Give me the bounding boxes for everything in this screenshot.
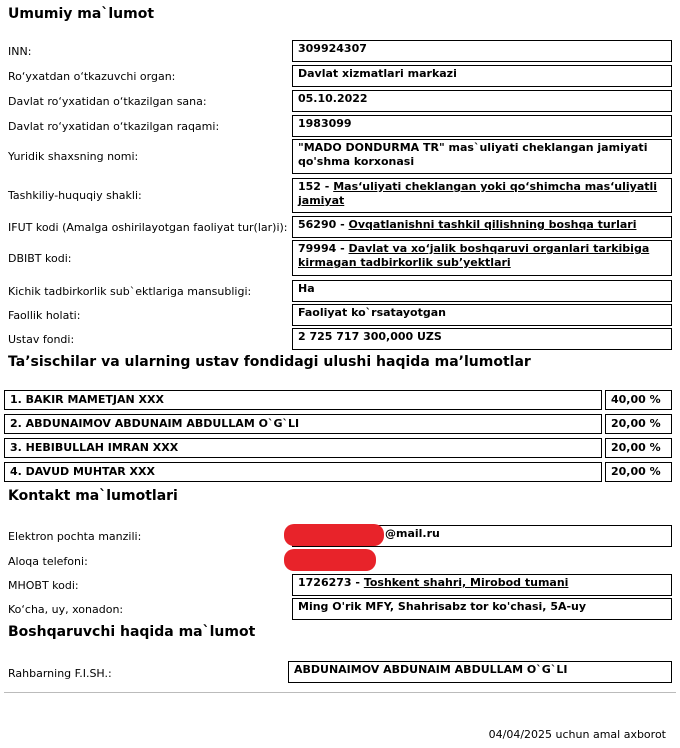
section-title-general: Umumiy ma`lumot <box>8 6 155 22</box>
founder-share: 20,00 % <box>605 414 672 434</box>
section-title-founders: Ta’sischilar va ularning ustav fondidagi ulushi haqida ma’lumotlar <box>8 354 531 370</box>
founder-share: 40,00 % <box>605 390 672 410</box>
label-director: Rahbarning F.I.SH.: <box>8 667 112 680</box>
label-address: Ko‘cha, uy, xonadon: <box>8 603 124 616</box>
value-registration-date: 05.10.2022 <box>292 90 672 112</box>
value-small-business: Ha <box>292 280 672 302</box>
value-dbibt-code: 79994 - Davlat va xo‘jalik boshqaruvi organlari tarkibiga kirmagan tadbirkorlik sub’yektlari <box>292 240 672 276</box>
value-email: @mail.ru <box>292 525 672 547</box>
label-registration-number: Davlat ro‘yxatidan o‘tkazilgan raqami: <box>8 120 220 133</box>
label-charter-fund: Ustav fondi: <box>8 333 75 346</box>
value-director: ABDUNAIMOV ABDUNAIM ABDULLAM O`G`LI <box>288 661 672 683</box>
value-legal-form: 152 - Mas‘uliyati cheklangan yoki qo‘shimcha mas‘uliyatli jamiyat <box>292 178 672 213</box>
divider <box>4 692 676 693</box>
legal-form-link[interactable]: Mas‘uliyati cheklangan yoki qo‘shimcha mas‘uliyatli jamiyat <box>298 180 658 207</box>
footer-date-note: 04/04/2025 uchun amal axborot <box>488 728 666 741</box>
mhobt-code: 1726273 <box>298 576 352 589</box>
value-inn: 309924307 <box>292 40 672 62</box>
label-legal-name: Yuridik shaxsning nomi: <box>8 150 139 163</box>
section-title-contact: Kontakt ma`lumotlari <box>8 488 178 504</box>
label-inn: INN: <box>8 45 32 58</box>
label-legal-form: Tashkiliy-huquqiy shakli: <box>8 189 142 202</box>
label-phone: Aloqa telefoni: <box>8 555 88 568</box>
ifut-link[interactable]: Ovqatlanishni tashkil qilishning boshqa turlari <box>348 218 637 231</box>
ifut-code: 56290 <box>298 218 337 231</box>
mhobt-link[interactable]: Toshkent shahri, Mirobod tumani <box>363 576 569 589</box>
value-activity-status: Faoliyat ko`rsatayotgan <box>292 304 672 326</box>
email-redaction <box>284 524 384 546</box>
dbibt-link[interactable]: Davlat va xo‘jalik boshqaruvi organlari tarkibiga kirmagan tadbirkorlik sub’yektlari <box>298 242 650 269</box>
founder-name: 4. DAVUD MUHTAR XXX <box>4 462 602 482</box>
founder-name: 3. HEBIBULLAH IMRAN XXX <box>4 438 602 458</box>
label-registration-date: Davlat ro‘yxatidan o‘tkazilgan sana: <box>8 95 207 108</box>
section-title-director: Boshqaruvchi haqida ma`lumot <box>8 624 256 640</box>
label-email: Elektron pochta manzili: <box>8 530 142 543</box>
label-mhobt: MHOBT kodi: <box>8 579 79 592</box>
value-legal-name: "MADO DONDURMA TR" mas`uliyati cheklangan jamiyati qo'shma korxonasi <box>292 139 672 174</box>
dbibt-code: 79994 <box>298 242 337 255</box>
founder-share: 20,00 % <box>605 438 672 458</box>
label-registering-organ: Ro‘yxatdan o‘tkazuvchi organ: <box>8 70 176 83</box>
value-registration-number: 1983099 <box>292 115 672 137</box>
label-activity-status: Faollik holati: <box>8 309 81 322</box>
value-ifut-code: 56290 - Ovqatlanishni tashkil qilishning boshqa turlari <box>292 216 672 238</box>
founder-share: 20,00 % <box>605 462 672 482</box>
value-mhobt: 1726273 - Toshkent shahri, Mirobod tumani <box>292 574 672 596</box>
legal-form-code: 152 <box>298 180 321 193</box>
label-small-business: Kichik tadbirkorlik sub`ektlariga mansubligi: <box>8 285 252 298</box>
value-registering-organ: Davlat xizmatlari markazi <box>292 65 672 87</box>
value-charter-fund: 2 725 717 300,000 UZS <box>292 328 672 350</box>
phone-redaction <box>284 549 376 571</box>
founder-name: 1. BAKIR MAMETJAN XXX <box>4 390 602 410</box>
value-address: Ming O'rik MFY, Shahrisabz tor ko'chasi, 5A-uy <box>292 598 672 620</box>
label-ifut-code: IFUT kodi (Amalga oshirilayotgan faoliyat tur(lar)i): <box>8 221 288 234</box>
founder-name: 2. ABDUNAIMOV ABDUNAIM ABDULLAM O`G`LI <box>4 414 602 434</box>
label-dbibt-code: DBIBT kodi: <box>8 252 72 265</box>
